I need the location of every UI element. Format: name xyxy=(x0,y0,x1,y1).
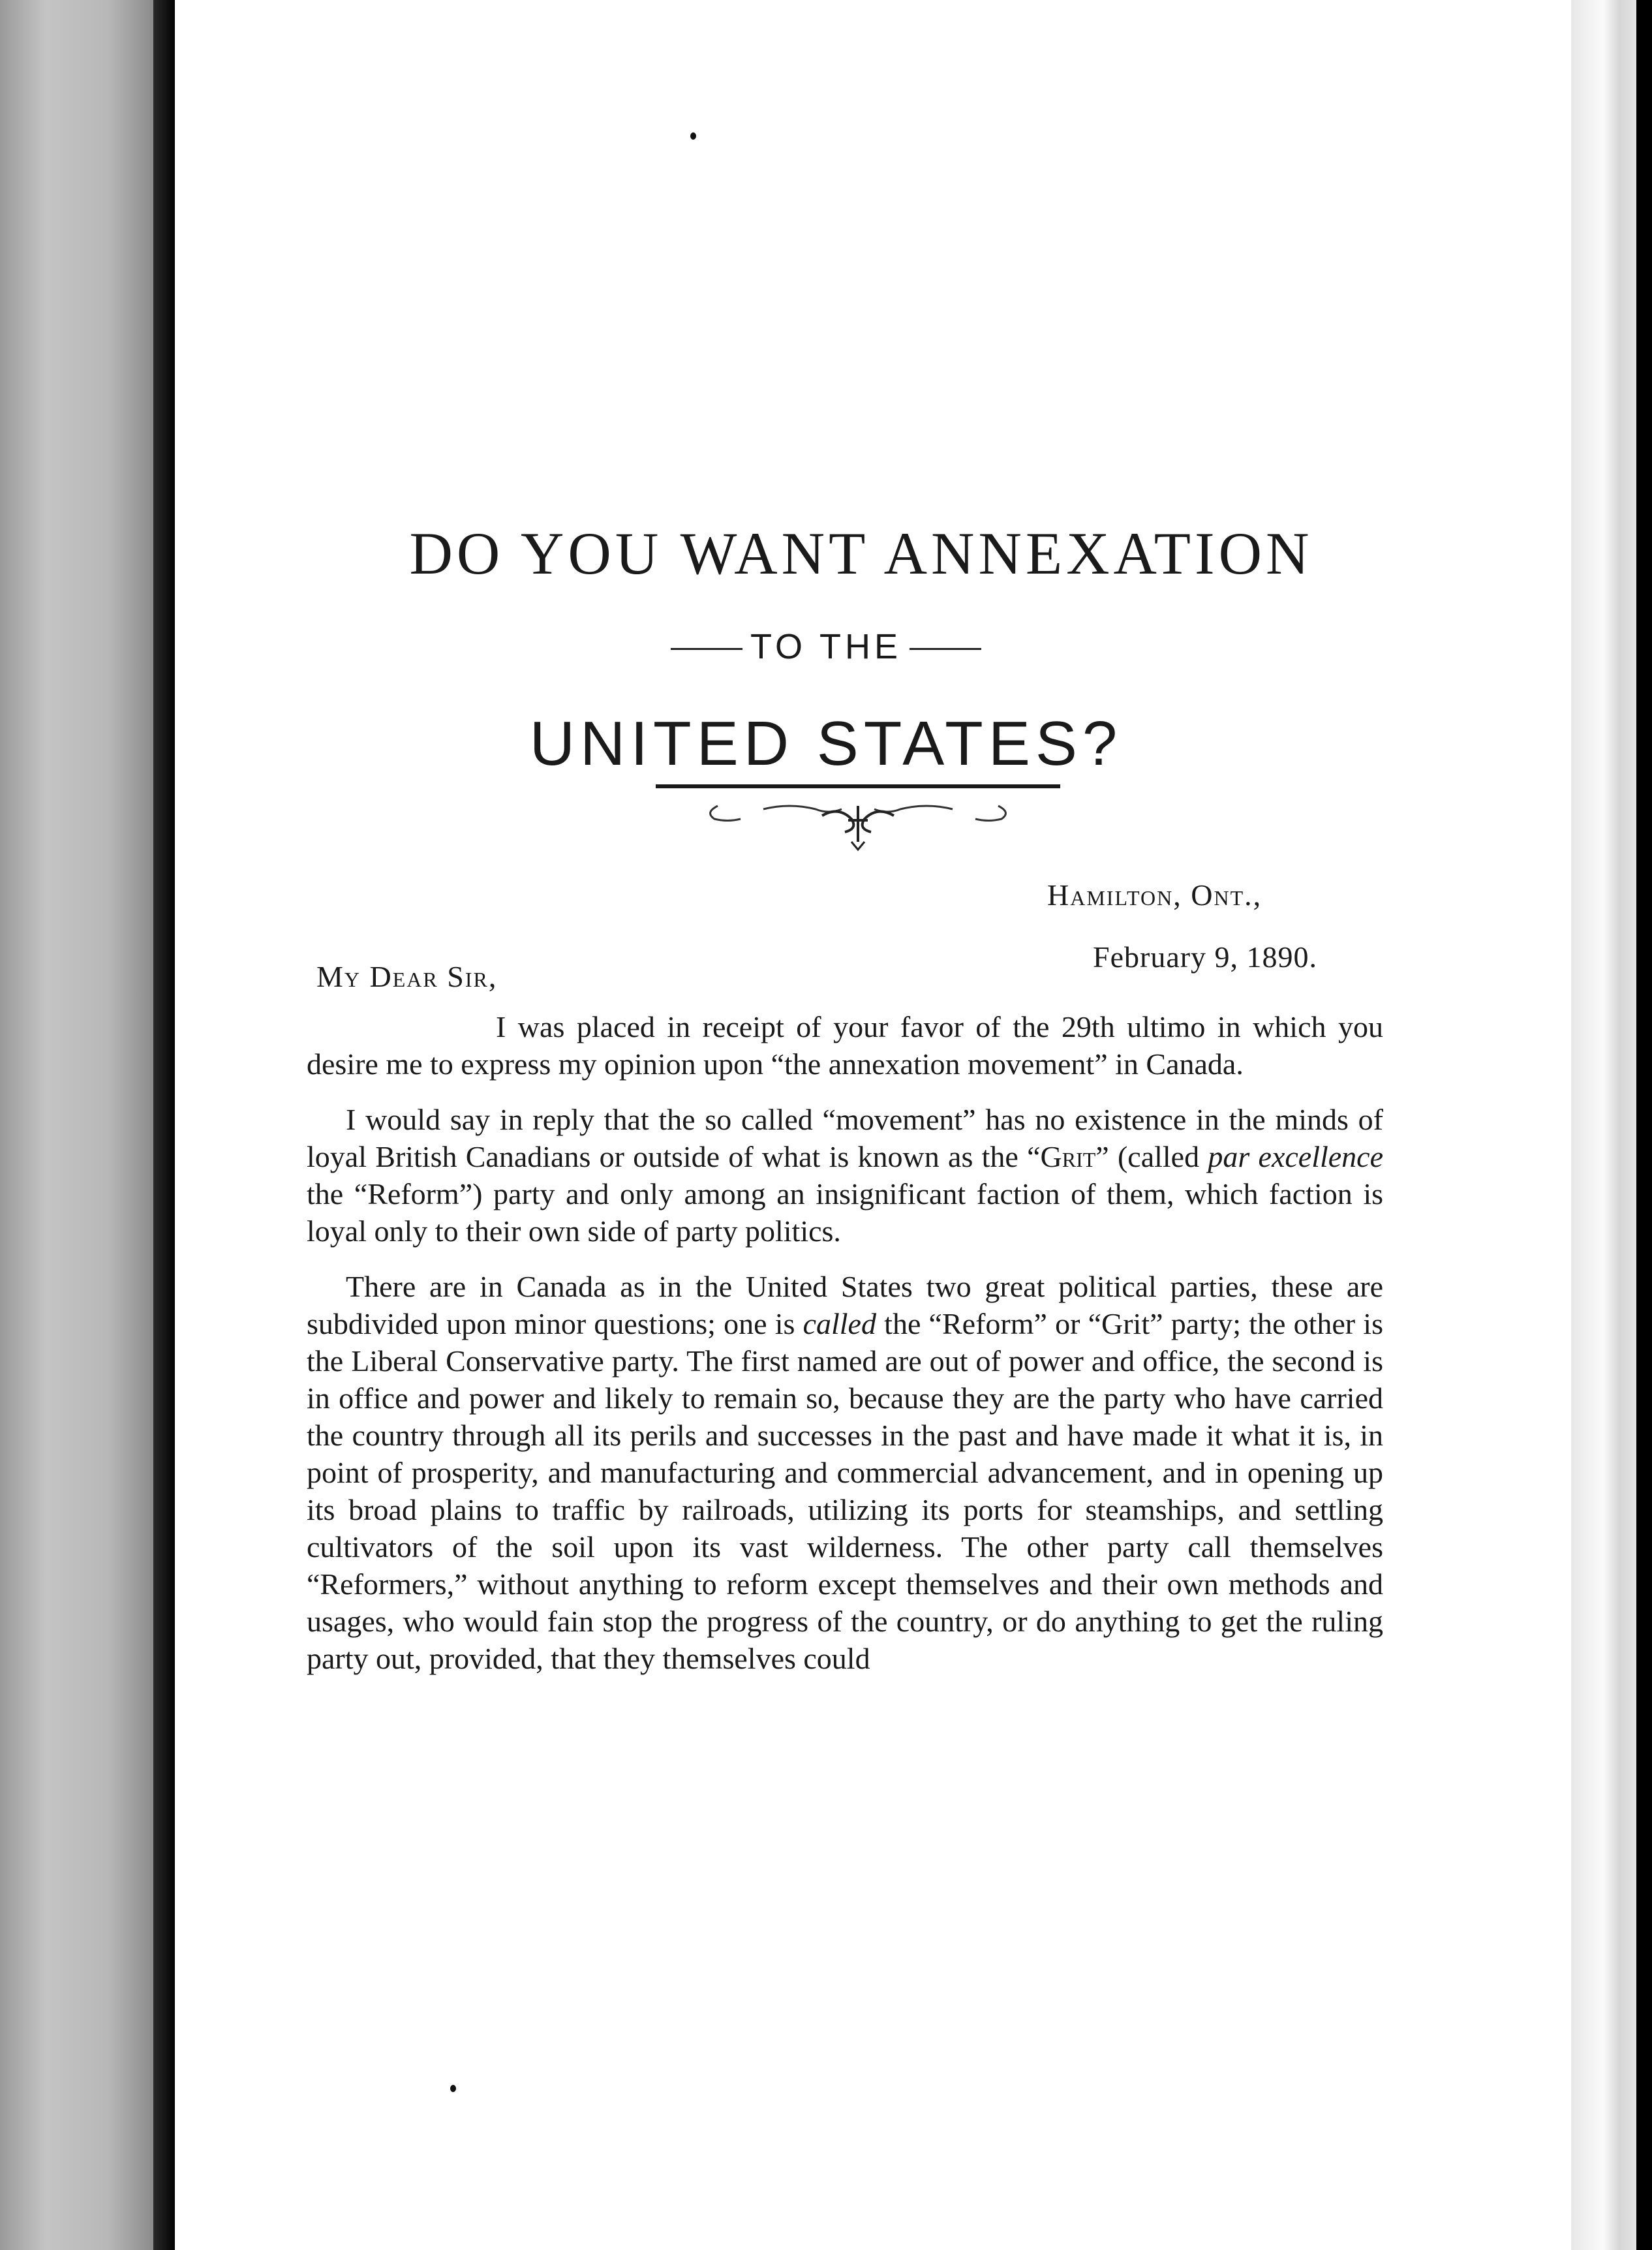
rule-left xyxy=(671,648,742,650)
left-page-edge xyxy=(0,0,153,2250)
title-ornament xyxy=(646,780,1070,858)
letter-date: February 9, 1890. xyxy=(1093,940,1318,974)
title-line-2 xyxy=(0,626,1652,667)
title-line-1: DO YOU WANT ANNEXATION xyxy=(409,520,1313,587)
title-line-2-text: TO THE xyxy=(750,627,902,666)
paragraph-1: I was placed in receipt of your favor of the 29th ultimo in which you desire me to express my opinion upon “the annexation movement” in Canada. xyxy=(307,1010,1383,1081)
title-line-3: UNITED STATES? xyxy=(529,709,1123,778)
right-page-edge xyxy=(1571,0,1652,2250)
paragraph-2: I would say in reply that the so called “movement” has no existence in the minds of loyal British Canadians or outside of what is known as the “Grit” (called par excellence the “Reform”) party and only among an insignificant faction of them, which faction is loyal only to their own side of party politics. xyxy=(307,1103,1384,1248)
letter-place: Hamilton, Ont., xyxy=(1047,878,1262,912)
paragraph-3: There are in Canada as in the United States two great political parties, these are subdivided upon minor questions; one is called the “Reform” or “Grit” party; the other is the Liberal Conservative party. The first named are out of power and office, the second is in office and power and likely to remain so, because they are the party who have carried the country through all its perils and successes in the past and have made it what it is, in point of prosperity, and manufacturing and commercial advancement, and in opening up its broad plains to traffic by railroads, utilizing its ports for steamships, and settling cultivators of the soil upon its vast wilderness. The other party call themselves “Reformers,” without anything to reform except themselves and their own methods and usages, who would fain stop the progress of the country, or do anything to get the ruling party out, provided, that they themselves could xyxy=(307,1270,1383,1675)
book-gutter xyxy=(153,0,176,2250)
salutation: My Dear Sir, xyxy=(316,960,498,993)
letter-body xyxy=(307,1008,1383,1695)
rule-right xyxy=(910,648,981,650)
ink-speck xyxy=(450,2085,456,2092)
ink-speck xyxy=(690,132,696,140)
